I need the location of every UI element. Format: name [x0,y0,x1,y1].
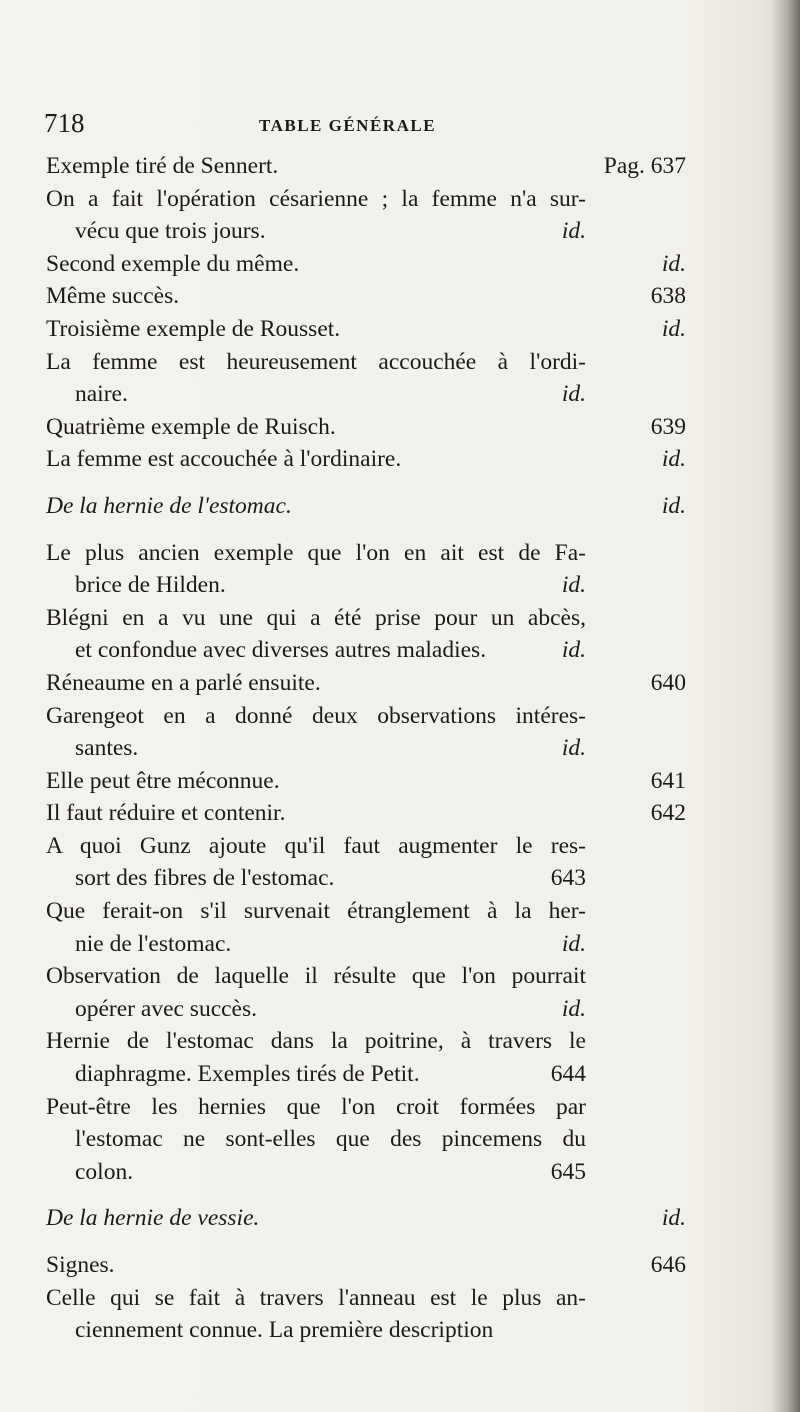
page-reference: 638 [650,283,686,310]
page-reference: id. [661,250,686,277]
page-reference: 641 [650,767,686,794]
entry-continuation-line: santes. id. [46,732,586,765]
index-entry [46,248,686,281]
entry-continuation-line: diaphragme. Exemples tirés de Petit. 644 [46,1058,586,1091]
index-entry [46,765,686,798]
entry-text-line: Troisième exemple de Rousset. id. [46,313,686,346]
index-entry [46,280,686,313]
entry-text-line: Blégni en a vu une qui a été prise pour un abcès, [46,604,586,631]
index-entry [46,150,686,183]
entry-text-line: Exemple tiré de Sennert. Pag. 637 [46,150,686,183]
entry-text-line: Réneaume en a parlé ensuite. 640 [46,667,686,700]
entry-text-line: Peut-être les hernies que l'on croit formées par [46,1093,586,1120]
running-title: TABLE GÉNÉRALE [259,116,437,135]
page-reference: id. [561,735,586,762]
index-entry [46,411,686,444]
entry-text-line: Il faut réduire et contenir. 642 [46,797,686,830]
entry-text-line: Quatrième exemple de Ruisch. 639 [46,411,686,444]
index-entry [46,797,686,830]
entry-gap [46,523,686,537]
entry-text-line: Signes. 646 [46,1249,686,1282]
entry-text-line: De la hernie de vessie. id. [46,1202,686,1235]
entry-gap [46,1188,686,1202]
entry-text-line: De la hernie de l'estomac. id. [46,490,686,523]
entry-text-line: Celle qui se fait à travers l'anneau est le plus an- [46,1284,586,1311]
page-reference: id. [661,315,686,342]
entry-text-line: Même succès. 638 [46,280,686,313]
page-reference: id. [561,995,586,1022]
page-reference: id. [661,446,686,473]
index-entry [46,490,686,523]
entry-continuation-line: nie de l'estomac. id. [46,928,586,961]
page-reference: id. [661,1205,686,1232]
page-reference: id. [561,930,586,957]
entry-gap [46,476,686,490]
page-header [44,108,684,148]
index-entry [46,1282,686,1347]
index-entry [46,602,686,667]
index-entry [46,443,686,476]
page-reference: 640 [650,669,686,696]
page-number: 718 [44,108,85,138]
page-reference: id. [561,381,586,408]
entry-continuation-line: ciennement connue. La première description [75,1317,494,1344]
index-entry [46,346,686,411]
entry-text-line: A quoi Gunz ajoute qu'il faut augmenter le res- [46,832,586,859]
entry-gap [46,1235,686,1249]
index-entry [46,1202,686,1235]
page-reference: 642 [650,800,686,827]
entry-continuation-line: opérer avec succès. id. [46,993,586,1026]
entry-continuation-line: l'estomac ne sont-elles que des pincemens du [75,1126,586,1153]
entry-continuation-line: sort des fibres de l'estomac. 643 [46,862,586,895]
page-reference: Pag. 637 [603,153,686,179]
page-reference: id. [561,218,586,245]
page-reference: id. [561,572,586,599]
entry-continuation-line: colon. 645 [46,1156,586,1189]
entry-continuation-line: et confondue avec diverses autres maladies. id. [46,634,586,667]
entry-text-line: Observation de laquelle il résulte que l'on pourrait [46,963,586,990]
index-entry [46,1091,686,1189]
index-entry [46,895,686,960]
page-reference: 643 [550,865,586,892]
entry-text-line: Elle peut être méconnue. 641 [46,765,686,798]
index-entry [46,1249,686,1282]
entry-continuation-line: vécu que trois jours. id. [46,215,586,248]
entry-text-line: La femme est accouchée à l'ordinaire. id. [46,443,686,476]
page-reference: 646 [650,1252,686,1278]
index-entries [46,150,686,1347]
entry-text-line: Le plus ancien exemple que l'on en ait est de Fa- [46,539,586,566]
index-entry [46,537,686,602]
entry-text-line: Second exemple du même. id. [46,248,686,281]
index-entry [46,1025,686,1090]
entry-continuation-line: brice de Hilden. id. [46,569,586,602]
entry-text-line: On a fait l'opération césarienne ; la femme n'a sur- [46,185,586,212]
entry-text-line: Que ferait-on s'il survenait étranglement à la her- [46,898,586,925]
entry-text-line: Garengeot en a donné deux observations intéres- [46,702,586,729]
index-entry [46,830,686,895]
index-entry [46,700,686,765]
index-entry [46,313,686,346]
index-entry [46,183,686,248]
entry-continuation-line: naire. id. [46,378,586,411]
index-entry [46,667,686,700]
entry-text-line: La femme est heureusement accouchée à l'ordi- [46,348,586,375]
page-reference: id. [661,492,686,519]
page-reference: 639 [650,413,686,440]
page-reference: id. [561,637,586,664]
entry-text-line: Hernie de l'estomac dans la poitrine, à travers le [46,1028,586,1055]
page-reference: 644 [550,1061,586,1088]
page-spine-shadow [770,0,800,1412]
page-reference: 645 [550,1158,586,1185]
index-entry [46,960,686,1025]
